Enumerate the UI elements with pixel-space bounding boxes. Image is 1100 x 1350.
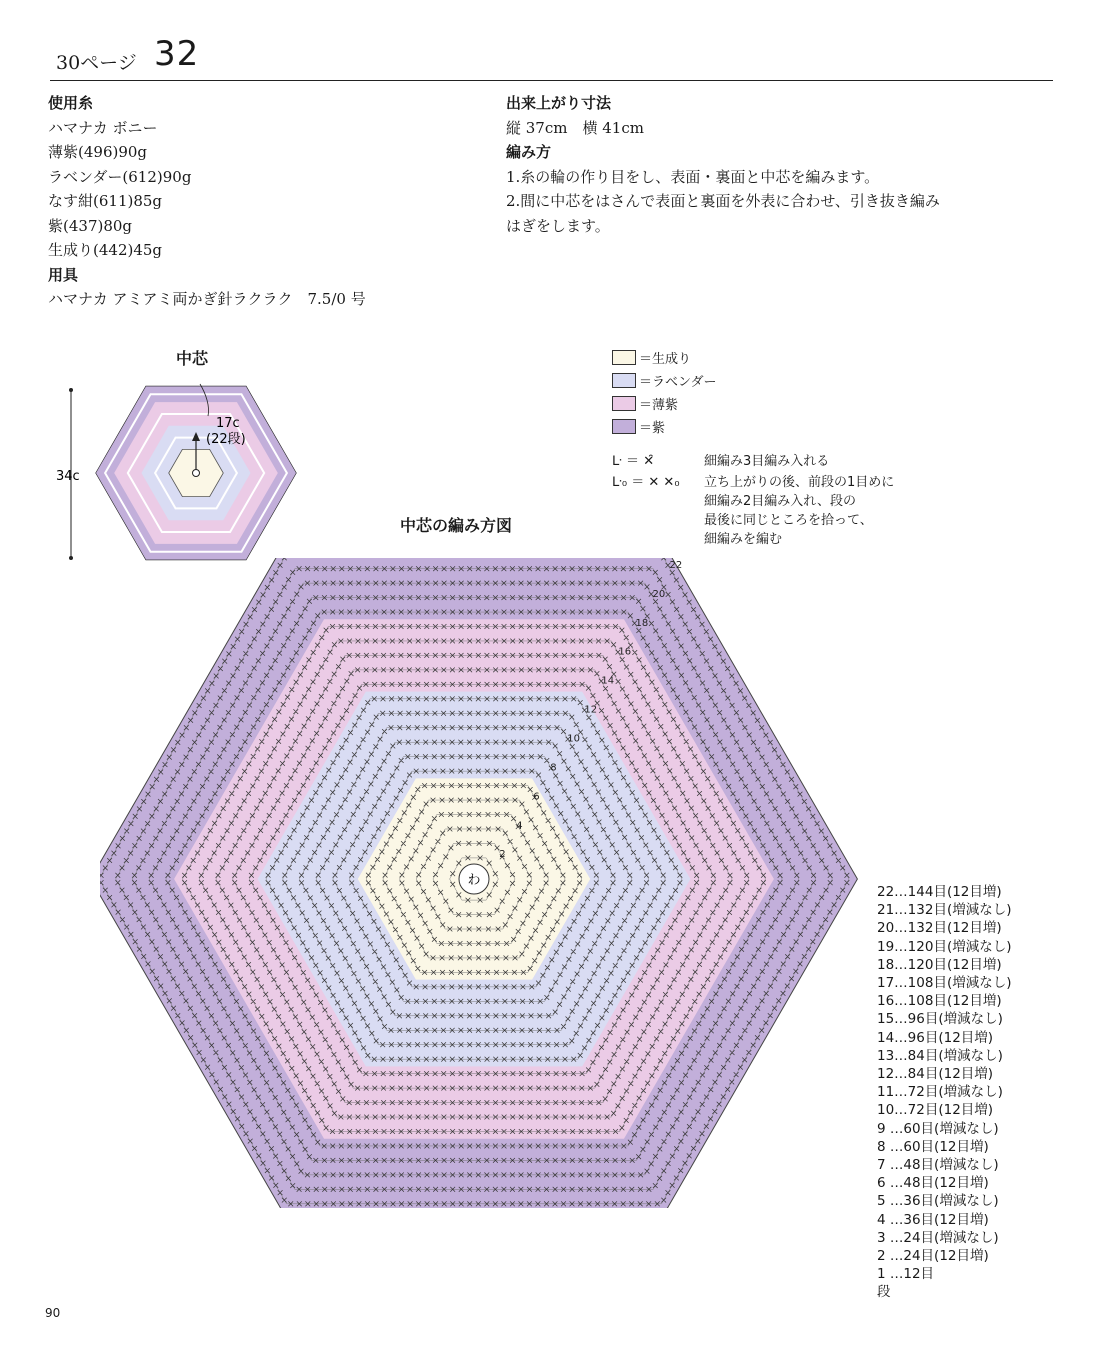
row-count: 2 …24目(12目増) bbox=[877, 1248, 989, 1265]
yarn-item: 薄紫(496)90g bbox=[48, 143, 148, 161]
row-count: 8 …60目(12目増) bbox=[877, 1138, 989, 1155]
row-count: 17…108目(増減なし) bbox=[877, 975, 1012, 992]
yarn-item: ラベンダー(612)90g bbox=[48, 167, 192, 186]
page-number: 90 bbox=[45, 1306, 61, 1320]
method-heading: 編み方 bbox=[506, 143, 552, 161]
row-count: 13…84目(増減なし) bbox=[877, 1047, 1003, 1064]
symbol-glyph: ᒷ₀ ＝ ✕ ✕₀ bbox=[612, 475, 680, 490]
row-count: 6 …48目(12目増) bbox=[877, 1175, 989, 1192]
row-count: 4 …36目(12目増) bbox=[877, 1211, 989, 1228]
height-label: 34c bbox=[56, 469, 80, 484]
dimension-end bbox=[69, 388, 73, 392]
symbol-desc: 最後に同じところを拾って、 bbox=[704, 513, 873, 528]
symbol-desc: 立ち上がりの後、前段の1目めに bbox=[704, 475, 895, 490]
size-heading: 出来上がり寸法 bbox=[506, 94, 612, 112]
legend-swatch bbox=[612, 419, 636, 434]
finished-size: 縦 37cm 横 41cm bbox=[506, 118, 644, 137]
instructions-section bbox=[506, 91, 1026, 238]
page-header bbox=[50, 30, 1053, 81]
yarn-item: なす紺(611)85g bbox=[48, 192, 163, 210]
core-title: 中芯 bbox=[176, 349, 209, 368]
row-count: 12…84目(12目増) bbox=[877, 1066, 994, 1083]
chart-title: 中芯の編み方図 bbox=[400, 516, 513, 535]
row-count: 5 …36目(増減なし) bbox=[877, 1193, 999, 1210]
legend-label: ＝紫 bbox=[639, 421, 666, 436]
legend-item bbox=[612, 415, 716, 438]
row-count-list bbox=[877, 883, 1011, 1302]
row-count: 3 …24目(増減なし) bbox=[877, 1229, 999, 1246]
method-step-1: 1.糸の輪の作り目をし、表面・裏面と中芯を編みます。 bbox=[506, 167, 880, 186]
tools-heading: 用具 bbox=[48, 265, 79, 284]
row-count: 18…120目(12目増) bbox=[877, 956, 1002, 973]
row-marker-label: 8 bbox=[550, 762, 557, 774]
row-marker-label: 10 bbox=[567, 733, 581, 745]
row-marker-label: 14 bbox=[601, 675, 615, 687]
row-count: 19…120目(増減なし) bbox=[877, 938, 1012, 955]
stitch-symbol-key bbox=[612, 452, 894, 549]
symbol-desc: 細編み2目編み入れ、段の bbox=[704, 494, 857, 509]
symbol-desc: 細編みを編む bbox=[704, 532, 783, 547]
row-count: 段 bbox=[877, 1284, 891, 1301]
legend-item bbox=[612, 346, 716, 369]
row-count: 9 …60目(増減なし) bbox=[877, 1120, 999, 1137]
row-count: 16…108目(12目増) bbox=[877, 993, 1002, 1010]
yarn-heading: 使用糸 bbox=[48, 94, 94, 112]
yarn-item: 生成り(442)45g bbox=[48, 241, 163, 259]
row-marker-label: 12 bbox=[584, 704, 598, 716]
pattern-number: 32 bbox=[154, 34, 200, 74]
radius-label: 17c bbox=[216, 416, 240, 431]
legend-label: ＝ラベンダー bbox=[639, 375, 717, 390]
row-marker-label: 2 bbox=[499, 849, 506, 861]
yarn-item: 紫(437)80g bbox=[48, 216, 133, 235]
page-reference: 30ページ bbox=[56, 52, 137, 74]
tool-item: ハマナカ アミアミ両かぎ針ラクラク 7.5/0 号 bbox=[48, 290, 366, 308]
row-marker-label: 16 bbox=[618, 646, 632, 658]
rows-label: (22段) bbox=[206, 432, 246, 447]
yarn-brand: ハマナカ ボニー bbox=[48, 118, 158, 137]
stitch-chart bbox=[100, 558, 860, 1208]
color-legend bbox=[612, 346, 716, 438]
legend-swatch bbox=[612, 396, 636, 411]
symbol-desc: 細編み3目編み入れる bbox=[704, 454, 830, 469]
row-count: 7 …48目(増減なし) bbox=[877, 1157, 999, 1174]
row-marker-label: 6 bbox=[533, 791, 540, 803]
row-count: 14…96目(12目増) bbox=[877, 1029, 994, 1046]
row-marker-label: 22 bbox=[669, 560, 683, 571]
legend-label: ＝薄紫 bbox=[639, 398, 679, 413]
row-count: 10…72目(12目増) bbox=[877, 1102, 994, 1119]
row-count: 20…132目(12目増) bbox=[877, 920, 1002, 937]
symbol-glyph: ᒷ ＝ ✕̑ bbox=[612, 454, 655, 469]
row-marker-label: 20 bbox=[652, 588, 666, 600]
row-count: 11…72目(増減なし) bbox=[877, 1084, 1003, 1101]
row-count: 21…132目(増減なし) bbox=[877, 902, 1012, 919]
legend-swatch bbox=[612, 373, 636, 388]
row-marker-label: 4 bbox=[516, 820, 523, 832]
legend-label: ＝生成り bbox=[639, 352, 692, 367]
legend-item bbox=[612, 369, 716, 392]
method-step-2: 2.間に中芯をはさんで表面と裏面を外表に合わせ、引き抜き編み bbox=[506, 192, 940, 210]
center-ring bbox=[193, 470, 200, 477]
row-count: 15…96目(増減なし) bbox=[877, 1011, 1003, 1028]
row-marker-label: 18 bbox=[635, 617, 649, 629]
materials-section bbox=[48, 91, 468, 312]
method-step-2-cont: はぎをします。 bbox=[506, 216, 610, 235]
core-diagram bbox=[40, 372, 340, 572]
row-count: 1 …12目 bbox=[877, 1266, 935, 1283]
legend-item bbox=[612, 392, 716, 415]
magic-ring-label: わ bbox=[467, 873, 481, 888]
dimension-end bbox=[69, 556, 73, 560]
row-count: 22…144目(12目増) bbox=[877, 884, 1002, 900]
legend-swatch bbox=[612, 350, 636, 365]
